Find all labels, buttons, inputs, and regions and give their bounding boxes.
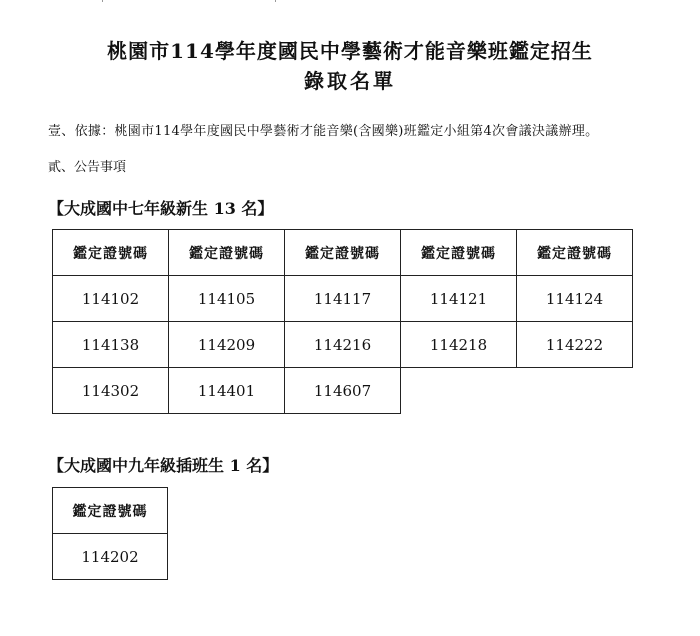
certificate-number-cell: 114216 bbox=[285, 322, 401, 368]
certificate-number-cell: 114202 bbox=[53, 534, 168, 580]
table-header-row bbox=[53, 230, 633, 276]
document-title: 桃園市114學年度國民中學藝術才能音樂班鑑定招生 bbox=[107, 39, 593, 63]
table-row bbox=[53, 368, 633, 414]
grade7-admission-table bbox=[52, 229, 633, 414]
basis-paragraph: 壹、依據：桃園市114學年度國民中學藝術才能音樂(含國樂)班鑑定小組第4次會議決議辦理。 bbox=[48, 124, 599, 139]
certificate-number-cell: 114607 bbox=[285, 368, 401, 414]
certificate-number-cell: 114218 bbox=[401, 322, 517, 368]
certificate-number-cell: 114102 bbox=[53, 276, 169, 322]
certificate-number-cell: 114302 bbox=[53, 368, 169, 414]
table-row bbox=[53, 276, 633, 322]
column-header: 鑑定證號碼 bbox=[53, 488, 168, 534]
column-header: 鑑定證號碼 bbox=[169, 230, 285, 276]
table-row bbox=[53, 322, 633, 368]
notice-heading: 貳、公告事項 bbox=[48, 160, 127, 175]
empty-cell bbox=[401, 368, 517, 414]
grade9-admission-table bbox=[52, 487, 168, 580]
certificate-number-cell: 114105 bbox=[169, 276, 285, 322]
column-header: 鑑定證號碼 bbox=[401, 230, 517, 276]
column-header: 鑑定證號碼 bbox=[517, 230, 633, 276]
table-header-row bbox=[53, 488, 168, 534]
document-subtitle: 錄取名單 bbox=[304, 69, 396, 93]
certificate-number-cell: 114401 bbox=[169, 368, 285, 414]
certificate-number-cell: 114209 bbox=[169, 322, 285, 368]
column-header: 鑑定證號碼 bbox=[285, 230, 401, 276]
grade7-section-heading: 【大成國中七年級新生 13 名】 bbox=[48, 199, 274, 218]
certificate-number-cell: 114222 bbox=[517, 322, 633, 368]
certificate-number-cell: 114121 bbox=[401, 276, 517, 322]
certificate-number-cell: 114124 bbox=[517, 276, 633, 322]
page-top-edge bbox=[102, 0, 276, 2]
certificate-number-cell: 114138 bbox=[53, 322, 169, 368]
column-header: 鑑定證號碼 bbox=[53, 230, 169, 276]
grade9-section-heading: 【大成國中九年級插班生 1 名】 bbox=[48, 456, 279, 475]
table-row bbox=[53, 534, 168, 580]
certificate-number-cell: 114117 bbox=[285, 276, 401, 322]
empty-cell bbox=[517, 368, 633, 414]
